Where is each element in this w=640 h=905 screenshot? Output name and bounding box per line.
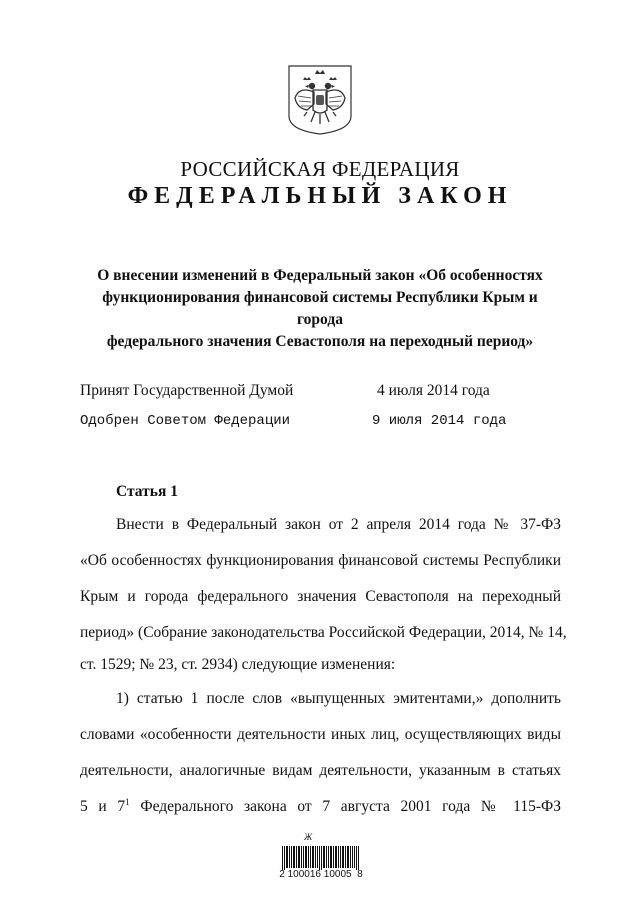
article-text-line: «Об особенностях функционирования финансовой системы Республики (80, 552, 561, 569)
subject-line: О внесении изменений в Федеральный закон «Об особенностях (97, 267, 543, 284)
council-approval-label: Одобрен Советом Федерации (80, 413, 291, 429)
article-text-line: период» (Собрание законодательства Российской Федерации, 2014, № 14, (80, 624, 567, 641)
article-text-line: 1) статью 1 после слов «выпущенных эмитентами,» дополнить (116, 690, 561, 707)
handwritten-mark: Ж (304, 832, 313, 842)
barcode-number: 2 100016 10005 8 (279, 869, 363, 880)
law-subject (80, 265, 560, 353)
article-text-line: деятельности, аналогичные видам деятельности, указанным в статьях (80, 762, 561, 779)
council-approval-date: 9 июля 2014 года (372, 413, 507, 429)
coat-of-arms-icon (287, 64, 353, 136)
article-text-fragment: Федерального закона от 7 августа 2001 года № 115-ФЗ (129, 798, 562, 815)
duma-adoption-label: Принят Государственной Думой (80, 382, 294, 399)
duma-adoption-date: 4 июля 2014 года (377, 382, 490, 399)
article-heading: Статья 1 (116, 483, 178, 500)
article-text-line: Внести в Федеральный закон от 2 апреля 2014 года № 37-ФЗ (116, 516, 561, 533)
article-text-line: ст. 1529; № 23, ст. 2934) следующие изменения: (80, 656, 396, 673)
country-name: РОССИЙСКАЯ ФЕДЕРАЦИЯ (180, 157, 460, 181)
subject-line: федерального значения Севастополя на переходный период» (106, 333, 534, 350)
article-text-line: словами «особенности деятельности иных лиц, осуществляющих виды (80, 726, 561, 743)
article-text-line: Крым и города федерального значения Севастополя на переходный (80, 588, 561, 605)
article-text-line (80, 798, 561, 816)
superscript-marker: 1 (125, 796, 130, 807)
document-type-title: ФЕДЕРАЛЬНЫЙ ЗАКОН (127, 183, 513, 209)
article-text-fragment: 5 и 7 (80, 798, 126, 815)
subject-line: функционирования финансовой системы Республики Крым и города (102, 289, 538, 328)
barcode-icon (282, 846, 360, 870)
